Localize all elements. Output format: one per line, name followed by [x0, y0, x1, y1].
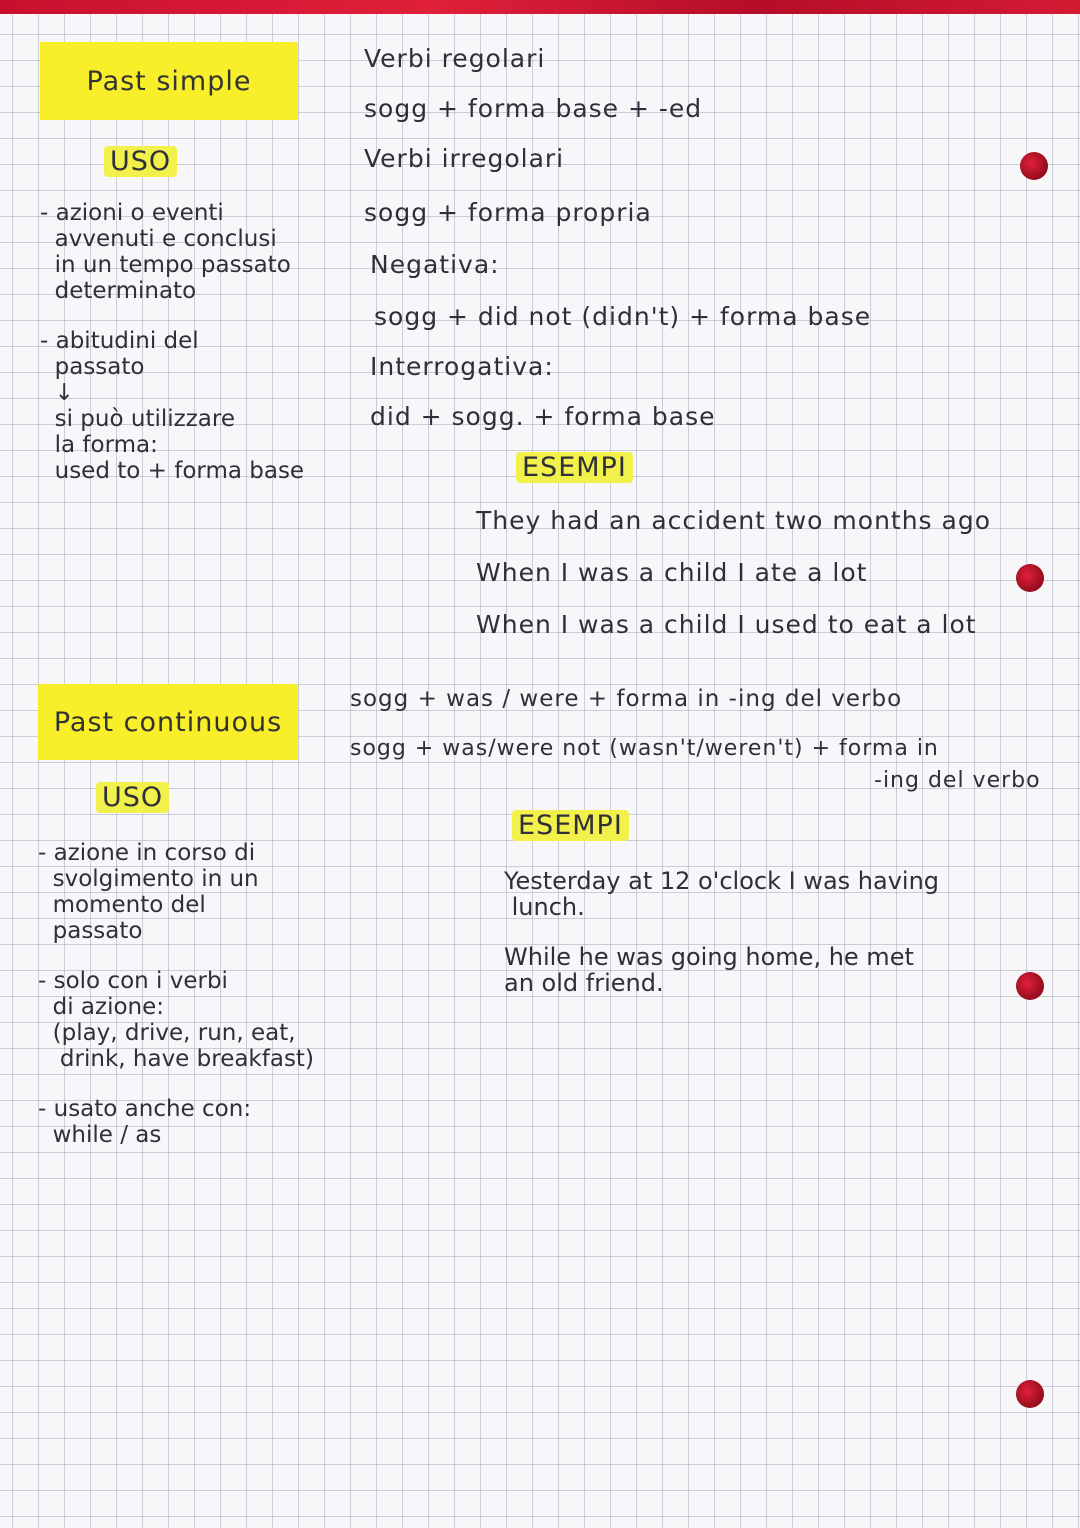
rule-regular-verbs: Verbi regolari	[364, 44, 546, 73]
past-simple-examples-label: ESEMPI	[516, 454, 633, 481]
binder-hole-icon	[1016, 1380, 1044, 1408]
rule-continuous-negative-cont: -ing del verbo	[874, 768, 1041, 793]
binder-hole-icon	[1016, 564, 1044, 592]
past-simple-uso-label: USO	[104, 148, 177, 175]
past-simple-example-2: When I was a child I ate a lot	[476, 558, 868, 587]
past-continuous-use-3: - usato anche con: while / as	[38, 1096, 252, 1148]
past-continuous-uso-label: USO	[96, 784, 169, 811]
past-continuous-example-1: Yesterday at 12 o'clock I was having lunch.	[504, 867, 940, 921]
past-continuous-use-1: - azione in corso di svolgimento in un momento del passato	[38, 840, 259, 944]
past-continuous-use-2: - solo con i verbi di azione: (play, drive, run, eat, drink, have breakfast)	[38, 968, 314, 1072]
rule-interrogative-label: Interrogativa:	[370, 352, 554, 381]
rule-interrogative-form: did + sogg. + forma base	[370, 402, 716, 431]
rule-negative-form: sogg + did not (didn't) + forma base	[374, 302, 872, 331]
past-simple-example-3: When I was a child I used to eat a lot	[476, 610, 977, 639]
red-background-edge	[0, 0, 1080, 14]
rule-irregular-form: sogg + forma propria	[364, 198, 652, 227]
rule-continuous-negative: sogg + was/were not (wasn't/weren't) + forma in	[350, 736, 939, 761]
rule-negative-label: Negativa:	[370, 250, 500, 279]
past-continuous-title: Past continuous	[38, 684, 298, 760]
rule-continuous-affirmative: sogg + was / were + forma in -ing del verbo	[350, 686, 903, 712]
rule-irregular-verbs: Verbi irregolari	[364, 144, 565, 173]
past-simple-use-1: - azioni o eventi avvenuti e conclusi in un tempo passato determinato	[40, 200, 291, 304]
past-simple-example-1: They had an accident two months ago	[476, 506, 992, 535]
rule-regular-form: sogg + forma base + -ed	[364, 94, 703, 123]
binder-hole-icon	[1016, 972, 1044, 1000]
past-simple-use-2: - abitudini del passato ↓ si può utilizzare la forma: used to + forma base	[40, 328, 305, 484]
past-simple-title: Past simple	[40, 42, 298, 120]
past-continuous-examples-label: ESEMPI	[512, 812, 629, 839]
binder-hole-icon	[1020, 152, 1048, 180]
past-continuous-example-2: While he was going home, he met an old friend.	[504, 943, 914, 997]
